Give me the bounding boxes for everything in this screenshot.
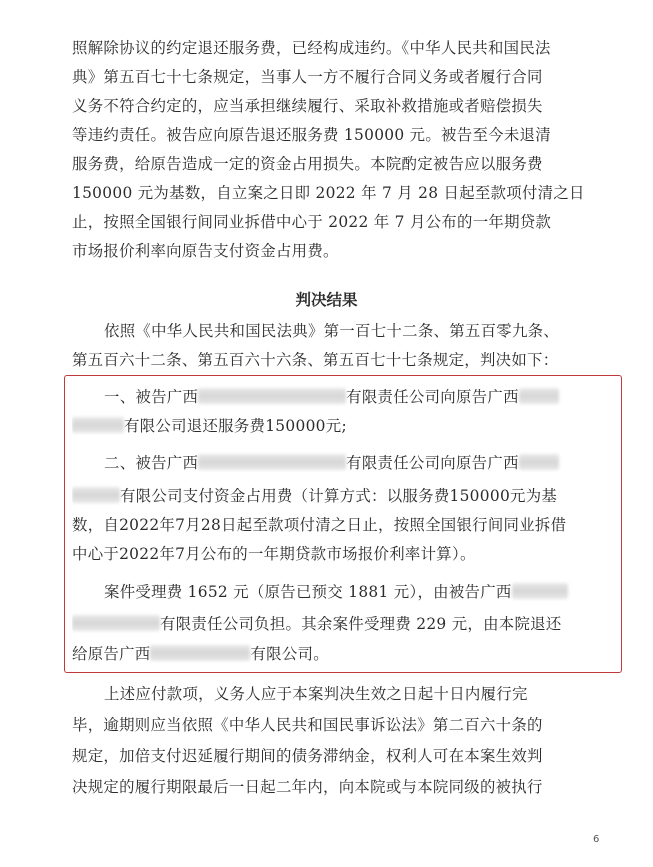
text-line: 等违约责任。被告应向原告退还服务费 150000 元。被告至今未退清 [72,126,551,144]
text-line: 中心于2022年7月公布的一年期贷款市场报价利率计算）。 [72,545,476,563]
text-line: 市场报价利率向原告支付资金占用费。 [72,242,339,260]
redaction-blur [72,417,124,433]
fee-line-cont [72,640,612,669]
text-line: 规定，加倍支付迟延履行期间的债务滞纳金，权利人可在本案生效判 [72,747,543,765]
text-segment: 有限公司退还服务费150000元; [124,417,347,435]
text-line: 义务不符合约定的，应当承担继续履行、采取补救措施或者赔偿损失 [72,97,543,115]
judgment-item-1-cont [72,412,602,441]
text-segment: 案件受理费 1652 元（原告已预交 1881 元），由被告广西 [104,583,512,601]
judgment-item-1 [104,383,612,412]
redaction-blur [150,645,250,661]
text-segment: 有限责任公司向原告广西 [346,388,519,406]
text-line: 服务费，给原告造成一定的资金占用损失。本院酌定被告应以服务费 [72,155,543,173]
text-segment: 有限公司。 [250,645,329,663]
redaction-blur [198,454,346,470]
text-segment: 有限责任公司负担。其余案件受理费 229 元，由本院退还 [160,615,562,633]
text-segment: 二、被告广西 [104,454,199,472]
fee-line [104,578,612,607]
text-line: 上述应付款项，义务人应于本案判决生效之日起十日内履行完 [104,685,528,703]
text-line: 典》第五百七十七条规定，当事人一方不履行合同义务或者履行合同 [72,68,543,86]
redaction-blur [72,615,160,631]
text-line: 毕，逾期则应当依照《中华人民共和国民事诉讼法》第二百六十条的 [72,716,543,734]
redaction-blur [198,388,346,404]
redaction-blur [519,388,559,404]
page-number: 6 [593,834,600,845]
judgment-item-2 [104,449,612,478]
text-line: 150000 元为基数，自立案之日即 2022 年 7 月 28 日起至款项付清之日 [72,184,585,202]
text-line: 决规定的履行期限最后一日起二年内，向本院或与本院同级的被执行 [72,778,543,796]
fee-line-cont [72,610,612,639]
text-segment: 有限公司支付资金占用费（计算方式：以服务费150000元为基 [120,487,558,505]
text-segment: 一、被告广西 [104,388,199,406]
section-heading: 判决结果 [295,291,358,309]
judgment-item-2-cont [72,482,612,511]
text-line: 第五百六十二条、第五百六十六条、第五百七十七条规定，判决如下： [72,351,559,369]
redaction-blur [512,583,568,599]
redaction-blur [72,487,120,503]
text-segment: 给原告广西 [72,645,151,663]
text-segment: 有限责任公司向原告广西 [346,454,519,472]
redaction-blur [519,454,559,470]
text-line: 数，自2022年7月28日起至款项付清之日止，按照全国银行间同业拆借 [72,516,567,534]
text-line: 照解除协议的约定退还服务费，已经构成违约。《中华人民共和国民法 [72,39,551,57]
text-line: 依照《中华人民共和国民法典》第一百七十二条、第五百零九条、 [104,322,560,340]
text-line: 止，按照全国银行间同业拆借中心于 2022 年 7 月公布的一年期贷款 [72,213,552,231]
